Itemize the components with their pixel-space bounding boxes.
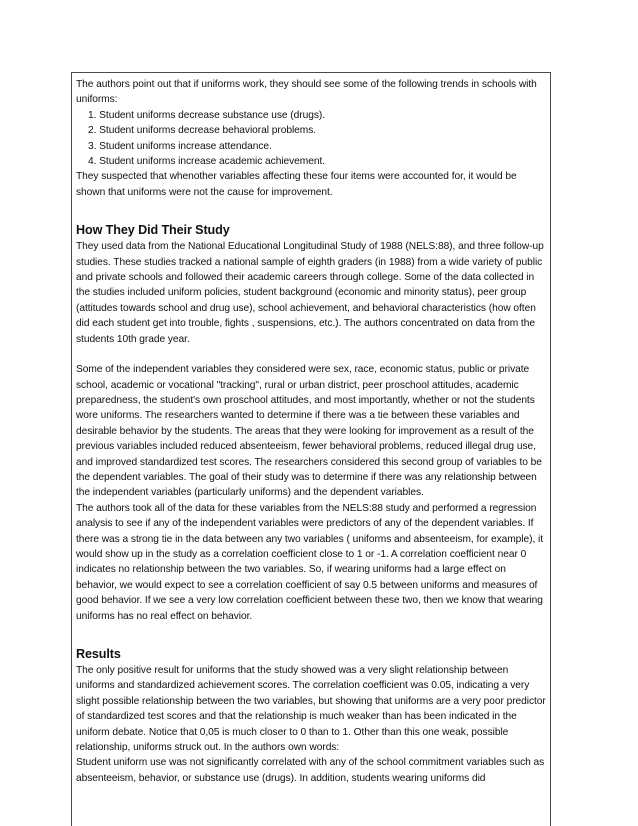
list-item: 2. Student uniforms decrease behavioral problems. <box>88 125 317 137</box>
study-heading: How They Did Their Study <box>76 223 230 238</box>
list-item: 1. Student uniforms decrease substance use (drugs). <box>88 109 325 121</box>
section-gap <box>76 200 546 222</box>
paragraph-gap <box>76 347 546 362</box>
section-gap <box>76 624 546 646</box>
trend-list <box>76 108 546 170</box>
study-paragraph-2: Some of the independent variables they considered were sex, race, economic status, public or private school, academic or vocational "tracking", rural or urban district, peer proschool attitudes, academic preparedness, the student's own proschool attitudes, and most importantly, whether or not the students wore uniforms. The researchers wanted to determine if there was a tie between these variables and desirable behavior by the students. The areas that they were looking for improvement as a result of the previous variables included reduced absenteeism, fewer behavioral problems, reduced illegal drug use, and improved standardized test scores. The researchers considered this second group of variables to be the dependent variables. The goal of their study was to determine if there was any relationship between the independent variables (particularly uniforms) and the dependent variables. <box>76 364 542 499</box>
list-item: 3. Student uniforms increase attendance. <box>88 140 272 152</box>
intro-conclusion: They suspected that whenother variables affecting these four items were accounted for, it would be shown that uniforms were not the cause for improvement. <box>76 171 517 198</box>
document-page <box>71 72 551 826</box>
intro-lead: The authors point out that if uniforms work, they should see some of the following trends in schools with uniforms: <box>76 79 537 106</box>
list-item: 4. Student uniforms increase academic achievement. <box>88 156 326 168</box>
study-paragraph-1: They used data from the National Educational Longitudinal Study of 1988 (NELS:88), and three follow-up studies. These studies tracked a national sample of eighth graders (in 1988) from a wide variety of public and private schools and followed their academic careers through college. Some of the data collected in the studies included uniform policies, student background (economic and minority status), peer group (attitudes towards school and drug use), school achievement, and behavioral characteristics (how often did each student get into trouble, fights , suspensions, etc.). The authors concentrated on data from the students 10th grade year. <box>76 241 544 345</box>
study-paragraph-3: The authors took all of the data for these variables from the NELS:88 study and performed a regression analysis to see if any of the independent variables were predictors of any of the dependent variables. If there was a strong tie in the data between any two variables ( uniforms and absenteeism, for example), it would show up in the study as a correlation coefficient close to 1 or -1. A correlation coefficient near 0 indicates no relationship between the two variables. So, if wearing uniforms had a large effect on behavior, we would expect to see a correlation coefficient of say 0.5 between uniforms and measures of good behavior. If we see a very low correlation coefficient between these two, then we know that wearing uniforms has no real effect on behavior. <box>76 502 544 622</box>
results-paragraph-1: The only positive result for uniforms that the study showed was a very slight relationship between uniforms and standardized achievement scores. The correlation coefficient was 0.05, indicating a very slight possible relationship between the two variables, but showing that uniforms are a very poor predictor of standardized test scores and that the relationship is much weaker than has been indicated in the uniform debate. Notice that 0,05 is much closer to 0 than to 1. Other than this one weak, possible relationship, uniforms struck out. In the authors own words: <box>76 665 546 754</box>
results-paragraph-2: Student uniform use was not significantly correlated with any of the school commitment variables such as absenteeism, behavior, or substance use (drugs). In addition, students wearing uniforms did <box>76 757 545 784</box>
results-heading: Results <box>76 647 121 661</box>
